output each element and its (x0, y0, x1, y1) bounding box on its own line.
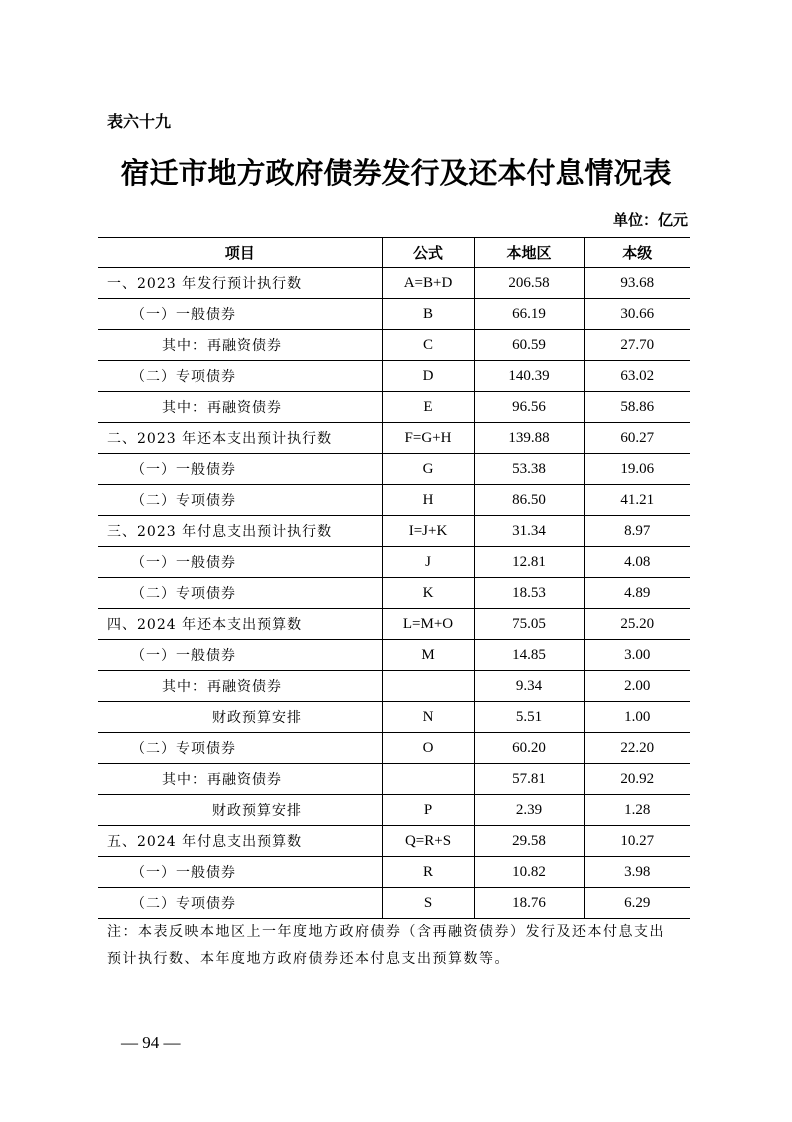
row-item: （二）专项债券 (98, 361, 382, 392)
row-city: 3.00 (584, 640, 690, 671)
row-item: （一）一般债券 (98, 640, 382, 671)
row-local: 60.20 (474, 733, 584, 764)
table-row (98, 454, 690, 485)
row-city: 2.00 (584, 671, 690, 702)
table-row (98, 764, 690, 795)
table-header-row (98, 238, 690, 268)
table-row (98, 609, 690, 640)
row-city: 10.27 (584, 826, 690, 857)
row-item: （二）专项债券 (98, 578, 382, 609)
row-local: 29.58 (474, 826, 584, 857)
row-local: 18.53 (474, 578, 584, 609)
table-row (98, 547, 690, 578)
row-item: 财政预算安排 (98, 702, 382, 733)
table-row (98, 423, 690, 454)
row-item: 三、2023 年付息支出预计执行数 (98, 516, 382, 547)
row-formula: G (382, 454, 474, 485)
row-city: 58.86 (584, 392, 690, 423)
row-city: 8.97 (584, 516, 690, 547)
row-item: （二）专项债券 (98, 733, 382, 764)
row-city: 22.20 (584, 733, 690, 764)
row-item: （二）专项债券 (98, 888, 382, 919)
row-formula (382, 671, 474, 702)
row-formula (382, 764, 474, 795)
table-row (98, 392, 690, 423)
row-local: 96.56 (474, 392, 584, 423)
row-local: 10.82 (474, 857, 584, 888)
bond-table (98, 237, 690, 919)
row-city: 6.29 (584, 888, 690, 919)
table-row (98, 330, 690, 361)
row-local: 5.51 (474, 702, 584, 733)
row-local: 14.85 (474, 640, 584, 671)
row-formula: Q=R+S (382, 826, 474, 857)
row-city: 4.08 (584, 547, 690, 578)
table-row (98, 361, 690, 392)
header-item: 项目 (98, 238, 382, 268)
row-formula: O (382, 733, 474, 764)
row-formula: E (382, 392, 474, 423)
row-local: 53.38 (474, 454, 584, 485)
table-row (98, 888, 690, 919)
row-item: （一）一般债券 (98, 454, 382, 485)
row-city: 4.89 (584, 578, 690, 609)
row-city: 93.68 (584, 268, 690, 299)
header-city: 本级 (584, 238, 690, 268)
page-number: — 94 — (121, 1033, 181, 1052)
row-city: 1.28 (584, 795, 690, 826)
row-formula: I=J+K (382, 516, 474, 547)
table-row (98, 733, 690, 764)
row-formula: L=M+O (382, 609, 474, 640)
row-formula: B (382, 299, 474, 330)
row-formula: N (382, 702, 474, 733)
table-row (98, 795, 690, 826)
row-formula: C (382, 330, 474, 361)
row-local: 60.59 (474, 330, 584, 361)
row-item: （二）专项债券 (98, 485, 382, 516)
row-local: 86.50 (474, 485, 584, 516)
table-row (98, 671, 690, 702)
row-item: 其中：再融资债券 (98, 764, 382, 795)
row-item: 财政预算安排 (98, 795, 382, 826)
page-title: 宿迁市地方政府债券发行及还本付息情况表 (120, 156, 672, 190)
table-row (98, 857, 690, 888)
row-local: 18.76 (474, 888, 584, 919)
row-formula: K (382, 578, 474, 609)
row-city: 30.66 (584, 299, 690, 330)
unit-label: 单位：亿元 (612, 211, 688, 229)
table-row (98, 268, 690, 299)
row-city: 20.92 (584, 764, 690, 795)
row-local: 9.34 (474, 671, 584, 702)
note-line: 预计执行数、本年度地方政府债券还本付息支出预算数等。 (107, 951, 510, 967)
row-item: 其中：再融资债券 (98, 330, 382, 361)
row-formula: A=B+D (382, 268, 474, 299)
row-city: 27.70 (584, 330, 690, 361)
row-formula: M (382, 640, 474, 671)
row-city: 41.21 (584, 485, 690, 516)
row-local: 31.34 (474, 516, 584, 547)
table-row (98, 702, 690, 733)
row-item: （一）一般债券 (98, 299, 382, 330)
row-city: 19.06 (584, 454, 690, 485)
row-city: 63.02 (584, 361, 690, 392)
row-city: 1.00 (584, 702, 690, 733)
table-label: 表六十九 (107, 112, 172, 131)
row-local: 2.39 (474, 795, 584, 826)
row-item: 一、2023 年发行预计执行数 (98, 268, 382, 299)
row-local: 75.05 (474, 609, 584, 640)
row-formula: J (382, 547, 474, 578)
row-local: 66.19 (474, 299, 584, 330)
row-item: （一）一般债券 (98, 857, 382, 888)
row-local: 57.81 (474, 764, 584, 795)
row-city: 3.98 (584, 857, 690, 888)
row-formula: F=G+H (382, 423, 474, 454)
row-item: 其中：再融资债券 (98, 671, 382, 702)
row-formula: R (382, 857, 474, 888)
table-row (98, 578, 690, 609)
table-row (98, 485, 690, 516)
row-item: 其中：再融资债券 (98, 392, 382, 423)
row-formula: H (382, 485, 474, 516)
table-row (98, 516, 690, 547)
header-formula: 公式 (382, 238, 474, 268)
row-formula: D (382, 361, 474, 392)
row-local: 12.81 (474, 547, 584, 578)
row-city: 25.20 (584, 609, 690, 640)
row-item: 四、2024 年还本支出预算数 (98, 609, 382, 640)
table-row (98, 640, 690, 671)
row-local: 140.39 (474, 361, 584, 392)
row-formula: P (382, 795, 474, 826)
row-formula: S (382, 888, 474, 919)
row-item: （一）一般债券 (98, 547, 382, 578)
row-local: 206.58 (474, 268, 584, 299)
note-line: 注：本表反映本地区上一年度地方政府债券（含再融资债券）发行及还本付息支出 (107, 924, 665, 940)
row-city: 60.27 (584, 423, 690, 454)
row-item: 二、2023 年还本支出预计执行数 (98, 423, 382, 454)
table-row (98, 299, 690, 330)
row-item: 五、2024 年付息支出预算数 (98, 826, 382, 857)
row-local: 139.88 (474, 423, 584, 454)
table-row (98, 826, 690, 857)
table-note (107, 919, 665, 973)
header-local: 本地区 (474, 238, 584, 268)
